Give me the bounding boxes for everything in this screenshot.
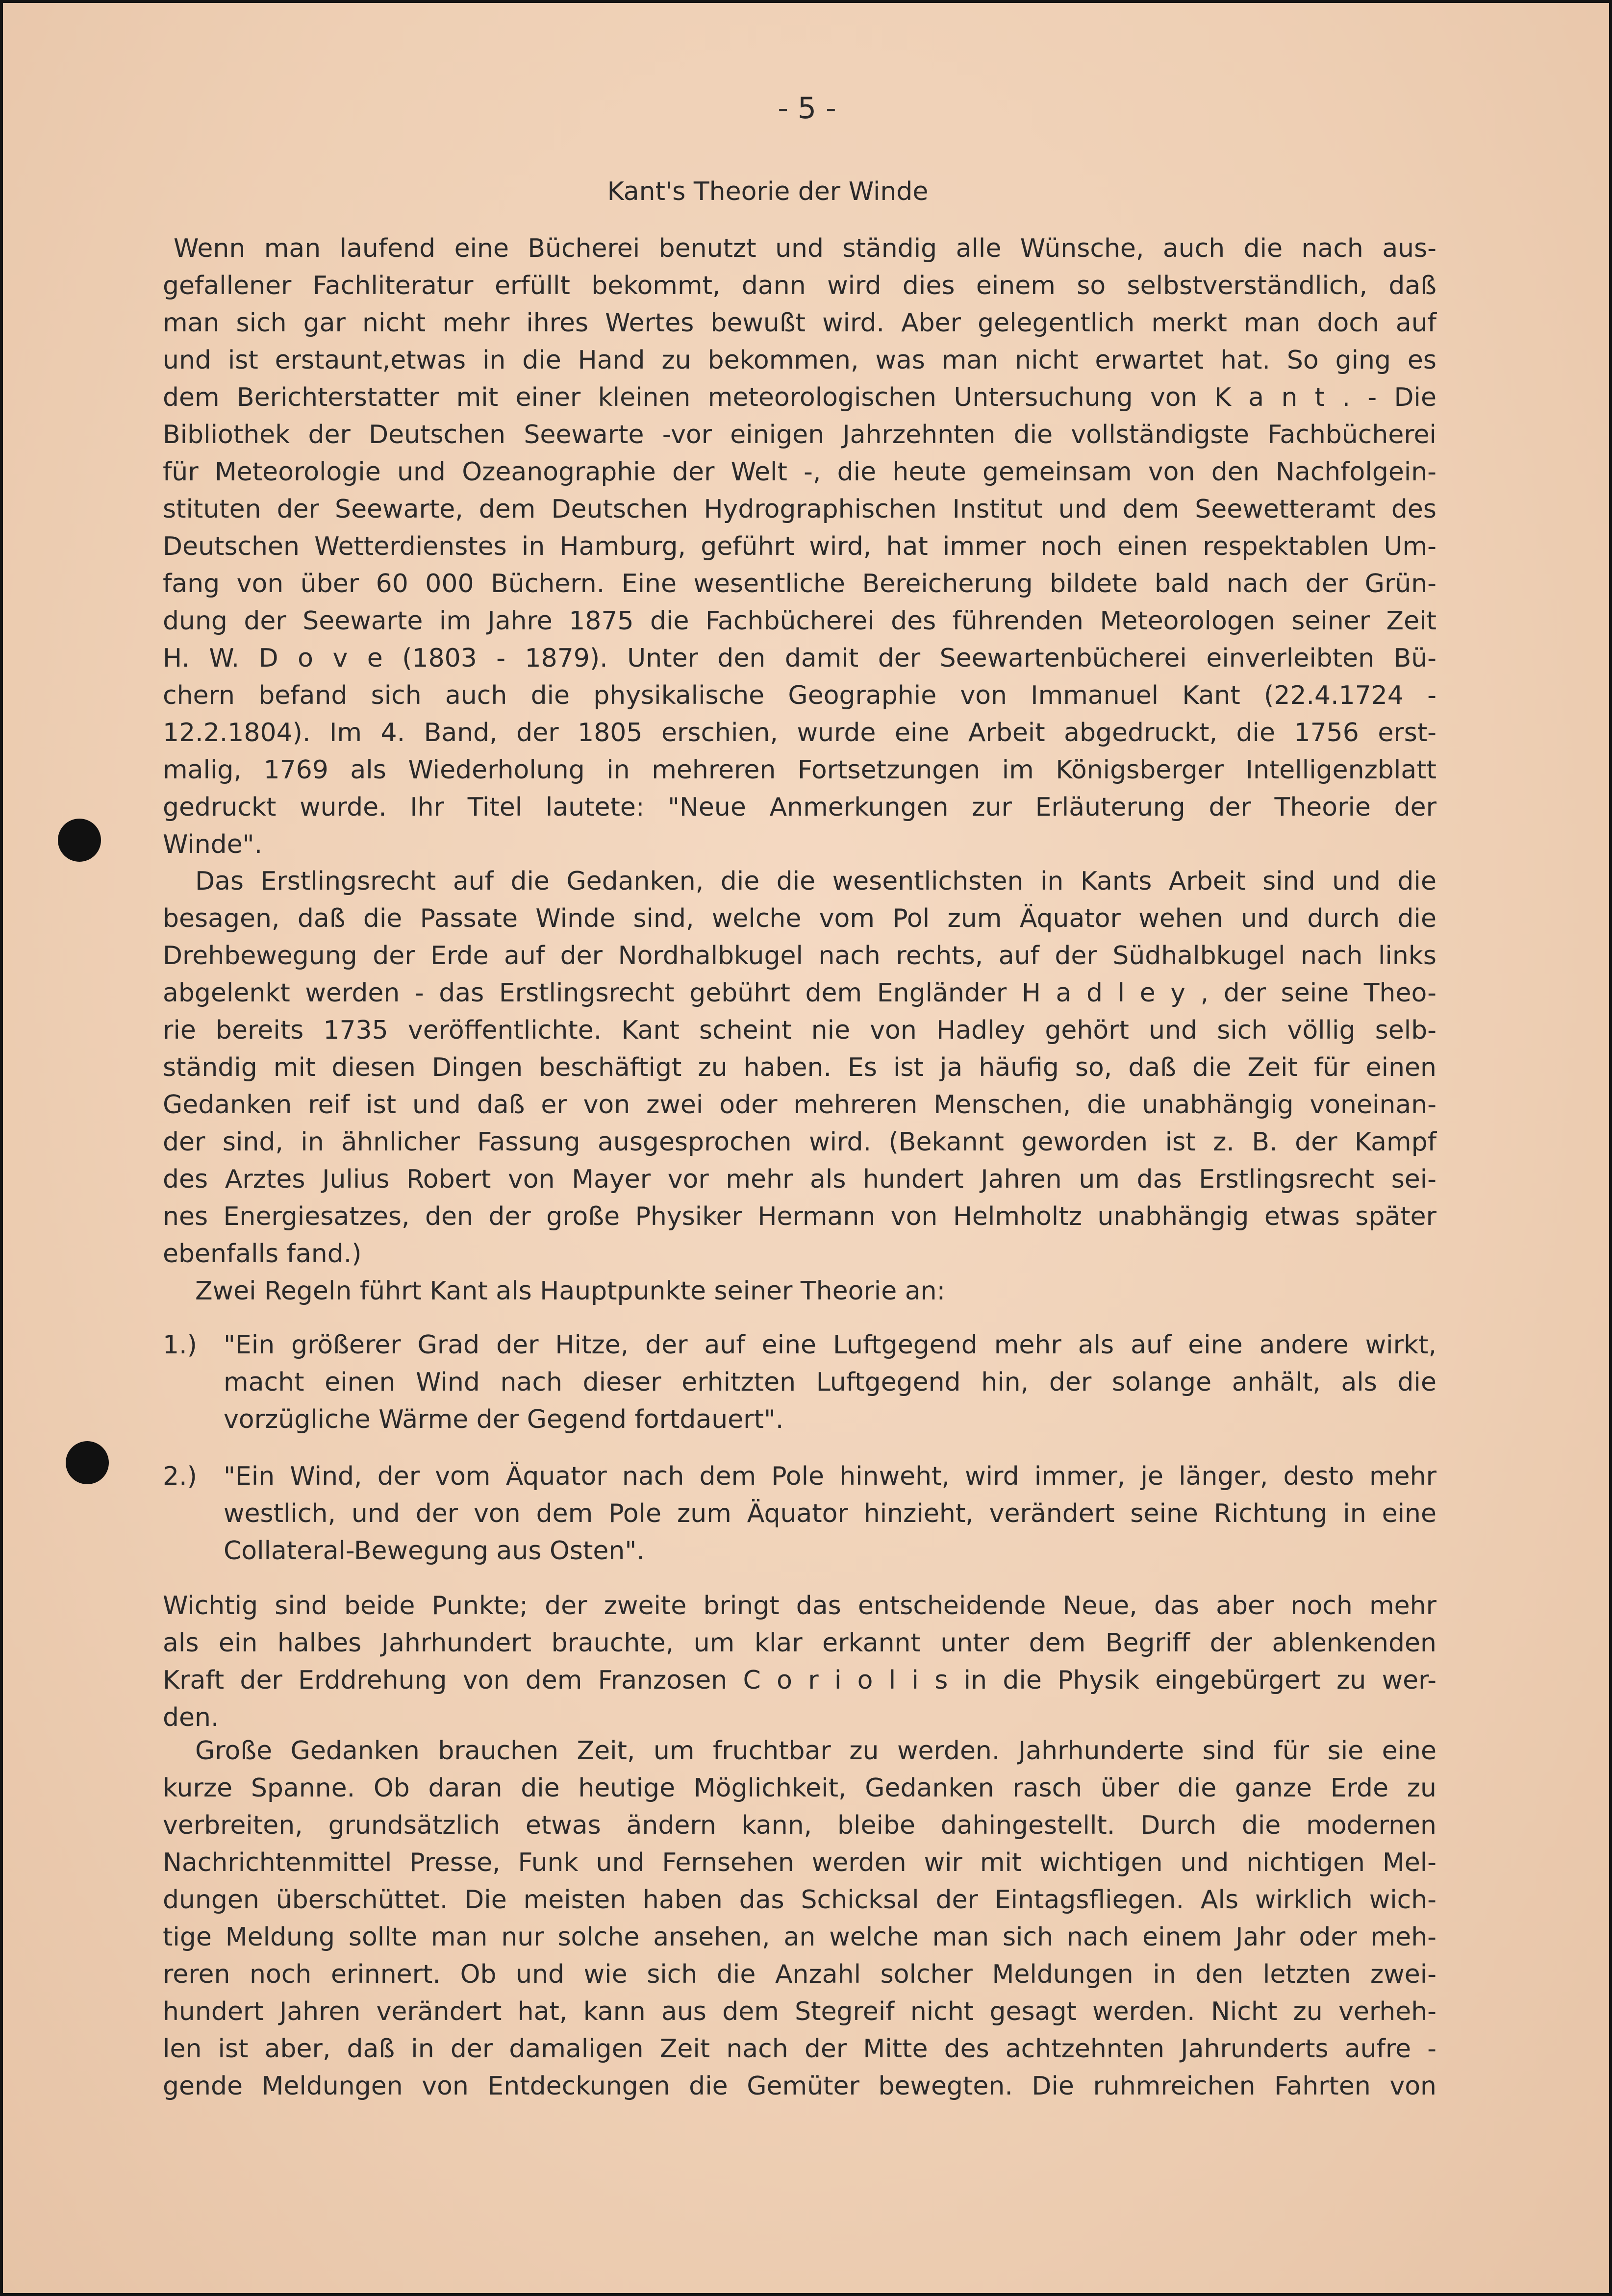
text-line: Das Erstlingsrecht auf die Gedanken, die die wesentlichsten in Kants Arbeit sind und die (195, 867, 1436, 896)
text-line: H. W. D o v e (1803 - 1879). Unter den damit der Seewartenbücherei einverleibten Bü- (163, 644, 1436, 673)
text-line: gedruckt wurde. Ihr Titel lautete: "Neue Anmerkungen zur Erläuterung der Theorie der (163, 793, 1436, 822)
text-line: rie bereits 1735 veröffentlichte. Kant scheint nie von Hadley gehört und sich völlig selb- (163, 1016, 1436, 1045)
text-line: abgelenkt werden - das Erstlingsrecht gebührt dem Engländer H a d l e y , der seine Theo- (163, 978, 1436, 1008)
text-line: reren noch erinnert. Ob und wie sich die Anzahl solcher Meldungen in den letzten zwei- (163, 1960, 1436, 1989)
text-line: des Arztes Julius Robert von Mayer vor mehr als hundert Jahren um das Erstlingsrecht sei- (163, 1165, 1436, 1194)
text-line: Winde". (163, 830, 263, 859)
text-line: Gedanken reif ist und daß er von zwei oder mehreren Menschen, die unabhängig voneinan- (163, 1090, 1436, 1120)
text-line: ebenfalls fand.) (163, 1239, 362, 1269)
text-line: gefallener Fachliteratur erfüllt bekommt, dann wird dies einem so selbstverständlich, daß (163, 271, 1436, 300)
text-line: man sich gar nicht mehr ihres Wertes bewußt wird. Aber gelegentlich merkt man doch auf (163, 308, 1436, 338)
text-line: Kraft der Erddrehung von dem Franzosen C o r i o l i s in die Physik eingebürgert zu wer- (163, 1666, 1436, 1695)
text-line: als ein halbes Jahrhundert brauchte, um klar erkannt unter dem Begriff der ablenkenden (163, 1628, 1436, 1658)
paper-page (3, 3, 1609, 2293)
text-line: gende Meldungen von Entdeckungen die Gemüter bewegten. Die ruhmreichen Fahrten von (163, 2071, 1436, 2101)
text-line: Zwei Regeln führt Kant als Hauptpunkte seiner Theorie an: (195, 1276, 946, 1306)
text-line: fang von über 60 000 Büchern. Eine wesentliche Bereicherung bildete bald nach der Grün- (163, 569, 1436, 599)
text-line: und ist erstaunt,etwas in die Hand zu bekommen, was man nicht erwartet hat. So ging es (163, 346, 1436, 375)
text-line: den. (163, 1703, 219, 1732)
rule-number: 2.) (163, 1462, 197, 1491)
rule-text (224, 1326, 1436, 1438)
text-line: tige Meldung sollte man nur solche ansehen, an welche man sich nach einem Jahr oder meh- (163, 1922, 1436, 1952)
paragraph-3 (163, 1273, 1436, 1310)
text-line: Deutschen Wetterdienstes in Hamburg, geführt wird, hat immer noch einen respektablen Um- (163, 532, 1436, 561)
text-line: besagen, daß die Passate Winde sind, welche vom Pol zum Äquator wehen und durch die (163, 904, 1436, 933)
page-number: - 5 - (778, 91, 836, 125)
text-line: dungen überschüttet. Die meisten haben das Schicksal der Eintagsfliegen. Als wirklich wich- (163, 1885, 1436, 1915)
text-line: malig, 1769 als Wiederholung in mehreren Fortsetzungen im Königsberger Intelligenzblatt (163, 755, 1436, 785)
rule-number: 1.) (163, 1330, 197, 1360)
paragraph-5 (163, 1732, 1436, 2105)
text-line: Nachrichtenmittel Presse, Funk und Fernsehen werden wir mit wichtigen und nichtigen Mel- (163, 1848, 1436, 1877)
text-line: Collateral-Bewegung aus Osten". (224, 1536, 645, 1566)
punch-hole (58, 819, 101, 862)
text-line: stituten der Seewarte, dem Deutschen Hydrographischen Institut und dem Seewetteramt des (163, 495, 1436, 524)
text-line: len ist aber, daß in der damaligen Zeit nach der Mitte des achtzehnten Jahrunderts aufre - (163, 2034, 1436, 2064)
text-line: macht einen Wind nach dieser erhitzten Luftgegend hin, der solange anhält, als die (224, 1368, 1436, 1397)
text-line: ständig mit diesen Dingen beschäftigt zu haben. Es ist ja häufig so, daß die Zeit für einen (163, 1053, 1436, 1082)
text-line: dem Berichterstatter mit einer kleinen meteorologischen Untersuchung von K a n t . - Die (163, 383, 1436, 412)
paragraph-1 (163, 230, 1436, 863)
text-line: Drehbewegung der Erde auf der Nordhalbkugel nach rechts, auf der Südhalbkugel nach links (163, 941, 1436, 971)
text-line: westlich, und der von dem Pole zum Äquator hinzieht, verändert seine Richtung in eine (224, 1499, 1436, 1528)
text-line: hundert Jahren verändert hat, kann aus dem Stegreif nicht gesagt werden. Nicht zu verheh- (163, 1997, 1436, 2026)
paragraph-4 (163, 1587, 1436, 1736)
text-line: für Meteorologie und Ozeanographie der Welt -, die heute gemeinsam von den Nachfolgein- (163, 457, 1436, 487)
text-line: verbreiten, grundsätzlich etwas ändern kann, bleibe dahingestellt. Durch die modernen (163, 1811, 1436, 1840)
text-line: der sind, in ähnlicher Fassung ausgesprochen wird. (Bekannt geworden ist z. B. der Kampf (163, 1127, 1436, 1157)
text-line: nes Energiesatzes, den der große Physiker Hermann von Helmholtz unabhängig etwas später (163, 1202, 1436, 1231)
text-line: Große Gedanken brauchen Zeit, um fruchtbar zu werden. Jahrhunderte sind für sie eine (195, 1736, 1436, 1766)
text-line: "Ein Wind, der vom Äquator nach dem Pole hinweht, wird immer, je länger, desto mehr (224, 1462, 1436, 1491)
text-line: dung der Seewarte im Jahre 1875 die Fachbücherei des führenden Meteorologen seiner Zeit (163, 606, 1436, 636)
text-line: vorzügliche Wärme der Gegend fortdauert". (224, 1405, 784, 1434)
paragraph-2 (163, 863, 1436, 1273)
punch-hole (66, 1441, 109, 1484)
text-line: 12.2.1804). Im 4. Band, der 1805 erschien, wurde eine Arbeit abgedruckt, die 1756 erst- (163, 718, 1436, 748)
text-line: chern befand sich auch die physikalische Geographie von Immanuel Kant (22.4.1724 - (163, 681, 1436, 710)
page-title: Kant's Theorie der Winde (607, 177, 929, 206)
text-line: Wichtig sind beide Punkte; der zweite bringt das entscheidende Neue, das aber noch mehr (163, 1591, 1436, 1621)
text-line: kurze Spanne. Ob daran die heutige Möglichkeit, Gedanken rasch über die ganze Erde zu (163, 1773, 1436, 1803)
text-line: "Ein größerer Grad der Hitze, der auf eine Luftgegend mehr als auf eine andere wirkt, (224, 1330, 1436, 1360)
text-line: Wenn man laufend eine Bücherei benutzt und ständig alle Wünsche, auch die nach aus- (174, 234, 1436, 263)
text-line: Bibliothek der Deutschen Seewarte -vor einigen Jahrzehnten die vollständigste Fachbücherei (163, 420, 1436, 449)
rule-text (224, 1458, 1436, 1570)
